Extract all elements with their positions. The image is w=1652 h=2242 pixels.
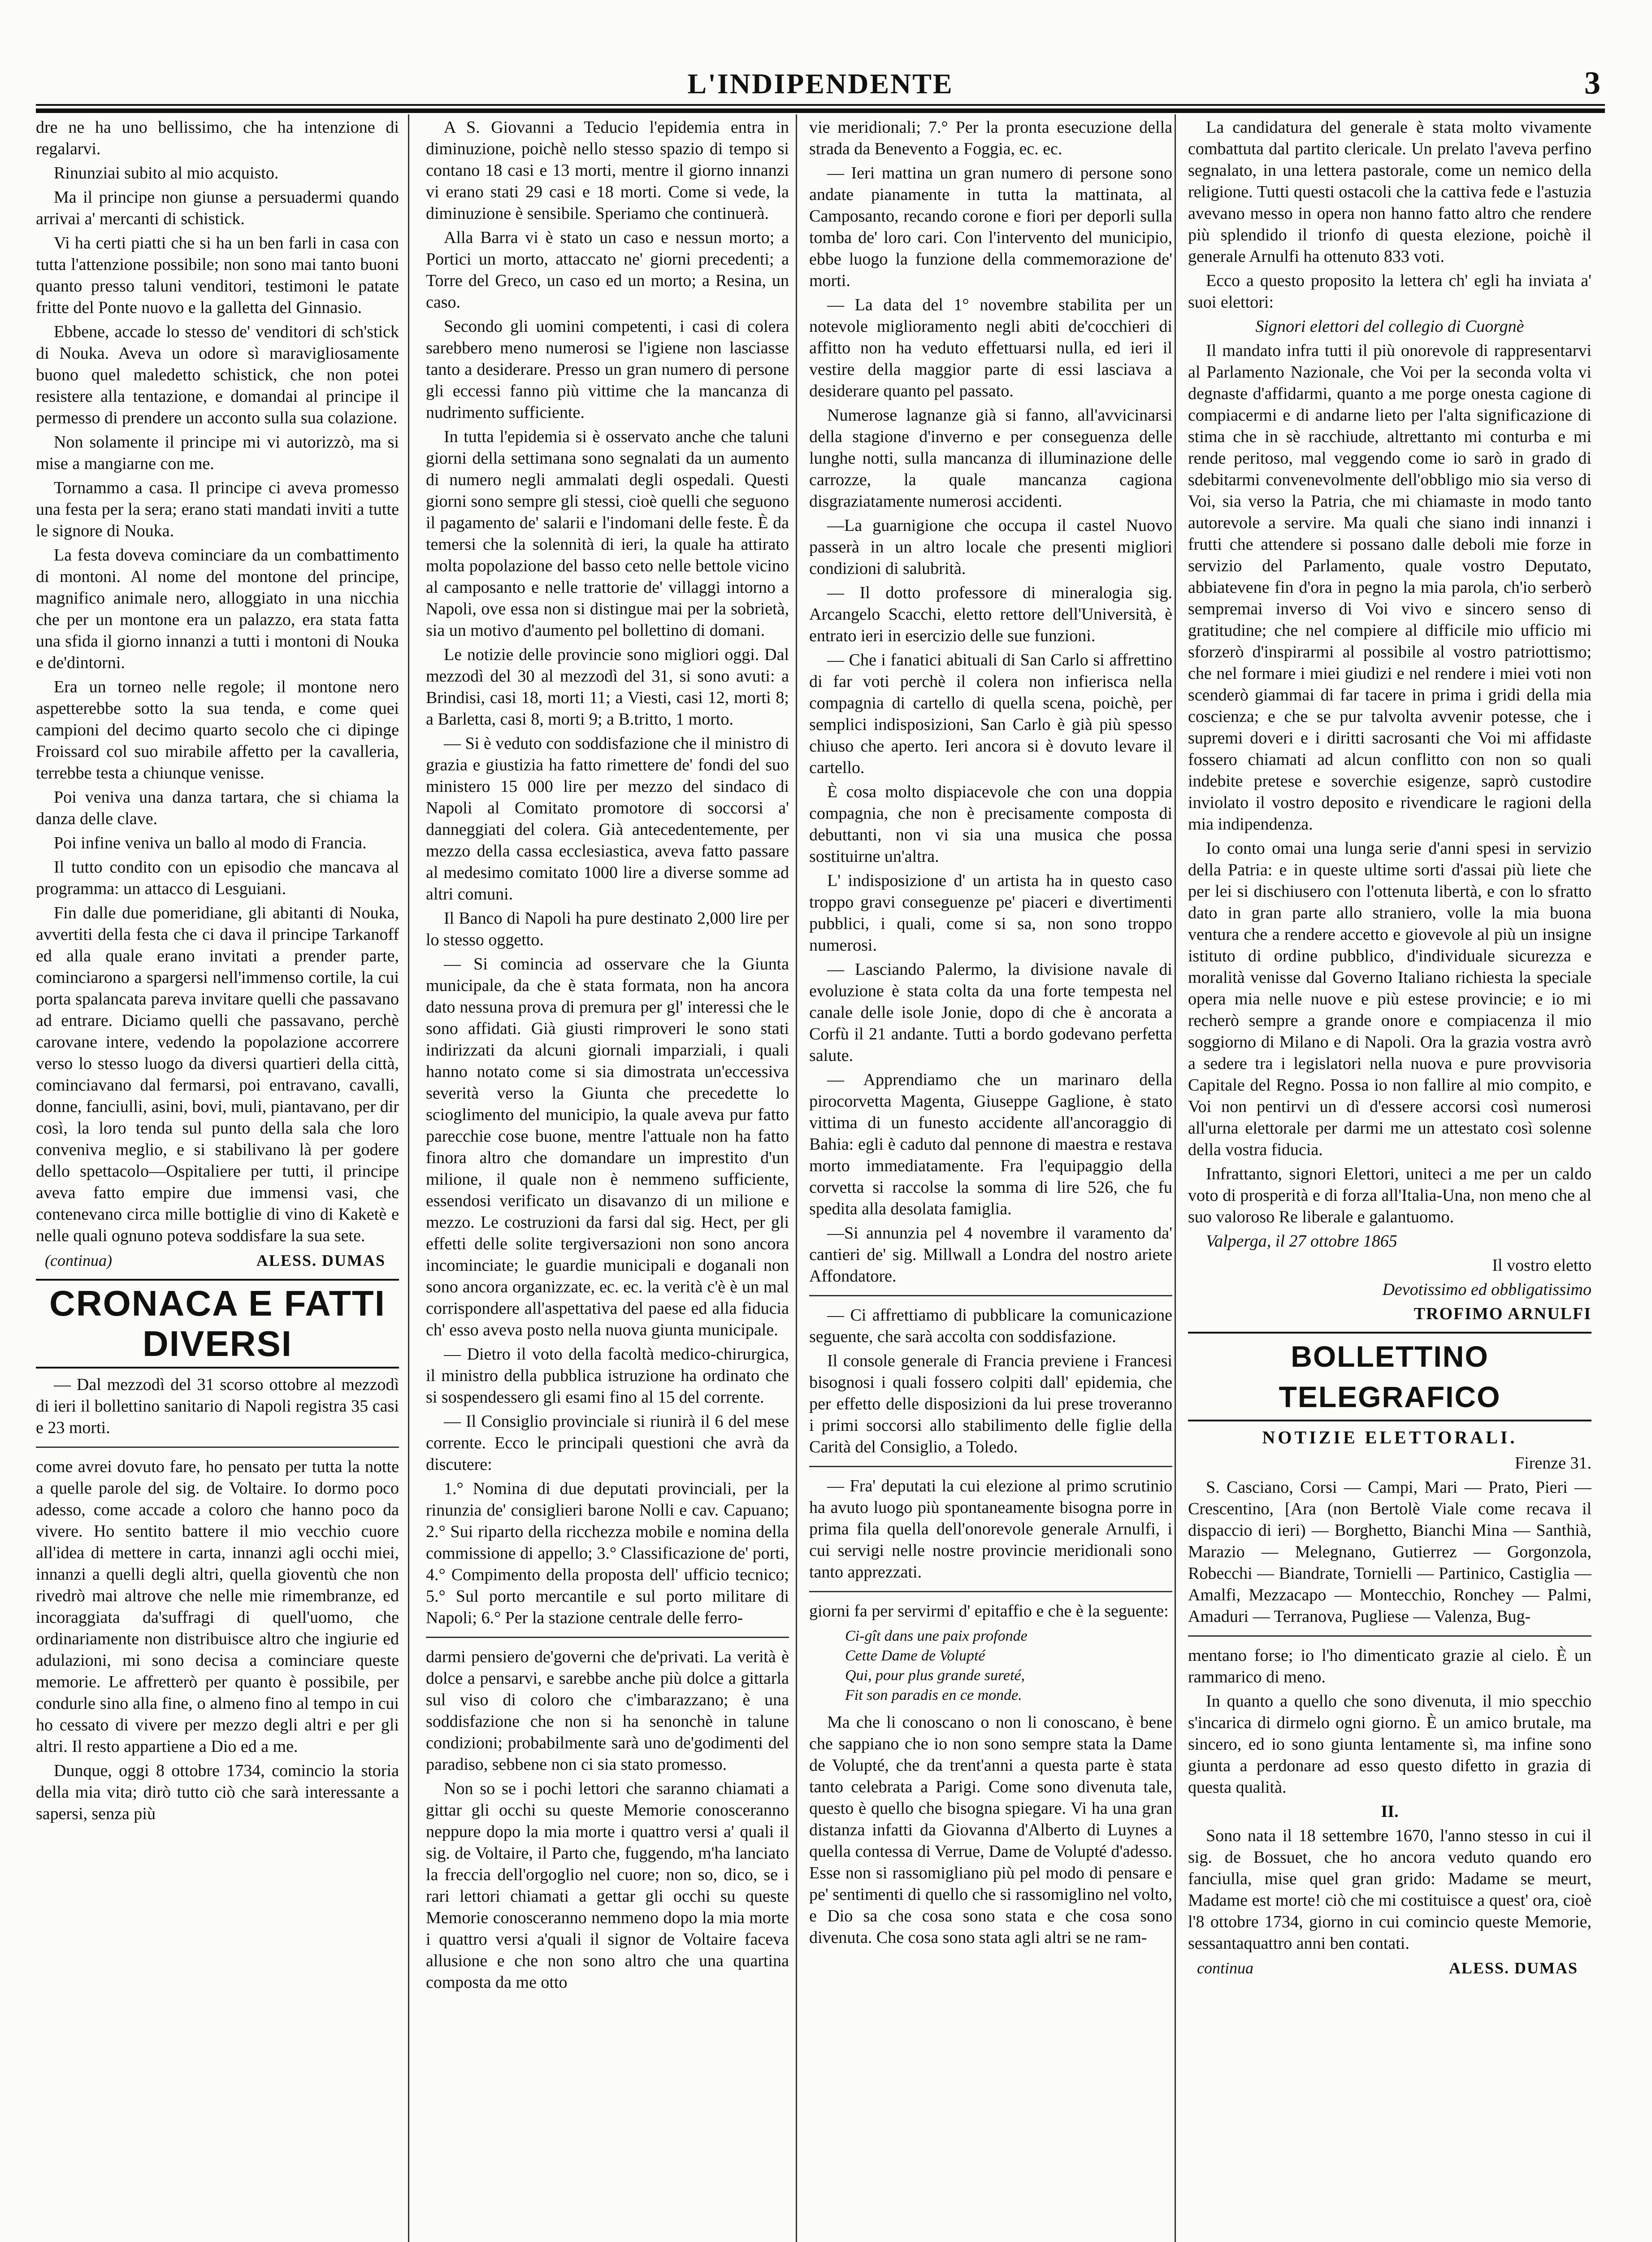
serial-article [36, 117, 399, 1247]
paragraph: A S. Giovanni a Teducio l'epidemia entra in diminuzione, poichè nello stesso spazio di tempo si contano 18 casi e 13 morti, mentre il giorno innanzi vi erano stati 29 casi e 18 morti. Come si vede, la diminuzione è sensibile. Speriamo che continuerà. [426, 118, 789, 223]
paragraph: —La guarnigione che occupa il castel Nuovo passerà in un altro locale che presenti migliori condizioni di salubrità. [809, 516, 1172, 578]
letter-signer: TROFIMO ARNULFI [1414, 1304, 1591, 1323]
paragraph: Ecco a questo proposito la lettera ch' egli ha inviata a' suoi elettori: [1188, 271, 1591, 312]
letter-closing-formula: Devotissimo ed obbligatissimo [1382, 1280, 1591, 1299]
paragraph: Vi ha certi piatti che si ha un ben farli in casa con tutta l'attenzione possibile; non sono mai tanto buoni quanto presso taluni venditori, testimoni le patate fritte del Ponte nuovo e la galletta del Ginnasio. [36, 234, 399, 317]
paragraph: — Si comincia ad osservare che la Giunta municipale, da che è stata formata, non ha ancora dato nessuna prova di premura per gl' interessi che le sono affidati. Già giusti rimproveri le sono stati indirizzati da alcuni giornali imparziali, i quali hanno notato come si sia dimostrata un'eccessiva severità verso la Giunta che precedette lo scioglimento del municipio, la quale aveva pur fatto parecchie cose buone, mentre l'attuale non ha fatto finora altro che domandare un imprestito d'un milione, il quale non è nemmeno sufficiente, essendosi verificato un disavanzo di un milione e mezzo. Le costruzioni da farsi dal sig. Hect, per gli effetti delle solite tergiversazioni non sono ancora incominciate; le guardie municipali e doganali non sono ancora organizzate, ec. ec. la verità c'è è un mal corrispondere all'aspettativa del paese ed alla fiducia ch' esso aveva posto nella nuova giunta municipale. [426, 955, 789, 1339]
feuilleton-paragraph: giorni fa per servirmi d' epitaffio e che è la seguente: [809, 1602, 1169, 1621]
paragraph: — Fra' deputati la cui elezione al primo scrutinio ha avuto luogo più spontaneamente bisogna porre in prima fila quella dell'onorevole generale Arnulfi, i cui servigi nelle nostre provincie meridionali sono tanto apprezzati. [809, 1477, 1172, 1582]
letter-paragraph: Il mandato infra tutti il più onorevole di rappresentarvi al Parlamento Nazionale, che Voi per la seconda volta vi degnaste d'affidarmi, quanto a me porge onesta cagione di compiacermi e di andarne lieto per l'alta significazione di stima che in sè racchiude, altrettanto mi conturba e mi rende peritoso, mal veggendo come io sarò in grado di sdebitarmi convenevolmente dell'obbligo mio sia verso di Voi, sia verso la Patria, che mi chiamaste in modo tanto autorevole a servire. Ma quali che siano indi innanzi i frutti che attendere si possano dalle deboli mie forze in servizio del Parlamento, quale vostro Deputato, abbiatevene fin d'ora in pegno la mia parola, ch'io serberò sempremai inverso di Voi vivo e sincero senso di gratitudine; che nel compiere al difficile mio ufficio mi sforzerò d'inspirarmi al possibile al vostro patriottismo; che nel formare i miei giudizi e nel rendere i miei voti non scenderò giammai di far tacere in prima i gridi della mia coscienza; e che se pur talvolta avvenir potesse, che i supremi doveri e i diritti sacrosanti che Voi mi affidaste fossero chiamati ad alcun conflitto con non so quali indebite pretese e soverchie esigenze, saprò custodire inviolato il vostro deposito e rivendicare le ragioni della mia indipendenza. [1188, 341, 1591, 834]
page-number: 3 [1584, 65, 1600, 101]
article-divider [809, 1466, 1172, 1467]
paragraph: — Che i fanatici abituali di San Carlo si affrettino di far voti perchè il colera non infierisca nella compagnia di cartello di quella scena, poichè, per semplici indisposizioni, San Carlo è già più spesso chiuso che aperto. Ieri ancora si è dovuto levare il cartello. [809, 651, 1172, 777]
paragraph: vie meridionali; 7.° Per la pronta esecuzione della strada da Benevento a Foggia, ec. ec. [809, 118, 1172, 158]
signature-line [45, 1251, 386, 1270]
paragraph: Alla Barra vi è stato un caso e nessun morto; a Portici un morto, attaccato ne' giorni precedenti; a Torre del Greco, un caso ed un morto; a Resina, un caso. [426, 228, 789, 312]
masthead-rule-thick [36, 109, 1605, 113]
paragraph: — Il Consiglio provinciale si riunirà il 6 del mese corrente. Ecco le principali questioni che avrà da discutere: [426, 1412, 789, 1474]
column-3 [809, 117, 1172, 2242]
paragraph: Secondo gli uomini competenti, i casi di colera sarebbero meno numerosi se l'igiene non lasciasse tanto a desiderare. Presso un gran numero di persone gli eccessi fanno più vittime che la mancanza di nudrimento sufficiente. [426, 317, 789, 422]
paragraph: — Si è veduto con soddisfazione che il ministro di grazia e giustizia ha fatto rimettere de' fondi del suo ministero 15 000 lire per mezzo del sindaco di Napoli al Comitato promotore di soccorsi a' danneggiati del colera. Già antecedentemente, per mezzo della cassa ecclesiastica, aveva fatto passare al medesimo comitato 1000 lire a diverse somme ad altri comuni. [426, 734, 789, 904]
column-divider [408, 114, 409, 2242]
bulletin-paragraph: S. Casciano, Corsi — Campi, Mari — Prato, Pieri — Crescentino, [Ara (non Bertolè Viale come recava il dispaccio di ieri) — Borghetto, Bianchi Mina — Santhià, Marazio — Melegnano, Gutierrez — Gorgonzola, Robecchi — Biandrate, Tornielli — Partinico, Castiglia — Amalfi, Mezzacapo — Montecchio, Ronchey — Palmi, Amaduri — Terranova, Pugliese — Valenza, Bug- [1188, 1478, 1591, 1626]
paragraph: Il console generale di Francia previene i Francesi bisognosi i quali fossero colpiti dall' epidemia, che per effetto delle disposizioni da lui prese troveranno i primi soccorsi allo stabilimento delle figlie della Carità del Consiglio, a Toledo. [809, 1351, 1172, 1456]
paragraph: Numerose lagnanze già si fanno, all'avvicinarsi della stagione d'inverno e per conseguenza delle lunghe notti, sulla mancanza di illuminazione delle carrozze, la quale mancanza cagiona disgraziatamente numerosi accidenti. [809, 406, 1172, 511]
section-heading-cronaca: CRONACA E FATTI DIVERSI [36, 1279, 399, 1369]
paragraph: Tornammo a casa. Il principe ci aveva promesso una festa per la sera; erano stati mandati inviti a tutte le signore di Nouka. [36, 478, 399, 540]
letter-date: Valperga, il 27 ottobre 1865 [1206, 1232, 1397, 1251]
author-signature: ALESS. DUMAS [1448, 1959, 1578, 1977]
bulletin-dateline: Firenze 31. [1515, 1454, 1591, 1473]
paragraph: Il Banco di Napoli ha pure destinato 2,000 lire per lo stesso oggetto. [426, 909, 789, 949]
poem-line: Qui, pour plus grande sureté, [845, 1667, 1025, 1684]
author-signature: ALESS. DUMAS [256, 1251, 386, 1269]
feuilleton-divider [809, 1591, 1172, 1592]
letter-heading: Signori elettori del collegio di Cuorgnè [1255, 317, 1524, 336]
bulletin-subheading: NOTIZIE ELETTORALI. [1262, 1427, 1518, 1447]
paragraph: — Dal mezzodì del 31 scorso ottobre al mezzodì di ieri il bollettino sanitario di Napoli registra 35 casi e 23 morti. [36, 1375, 399, 1437]
signature-line [1197, 1959, 1578, 1977]
feuilleton-paragraph: mentano forse; io l'ho dimenticato grazie al cielo. È un rammarico di meno. [1188, 1646, 1591, 1686]
feuilleton-paragraph: Non so se i pochi lettori che saranno chiamati a gittar gli occhi su queste Memorie conosceranno neppure dopo la mia morte i quattro versi a' quali il sig. de Voltaire, il Parto che, fuggendo, m'ha lanciato la freccia dell'orgoglio nel cuore; non so, dico, se i rari lettori chiamati a gettar gli occhi su queste Memorie conosceranno nemmeno dopo la mia morte i quattro versi a'quali il signor de Voltaire faceva allusione e che non sono altro che una quartina composta da me otto [426, 1779, 789, 1992]
chapter-numeral: II. [1381, 1802, 1399, 1821]
paragraph: Fin dalle due pomeridiane, gli abitanti di Nouka, avvertiti della festa che ci dava il principe Tarkanoff ed alla quale erano invitati a prender parte, cominciarono a spargersi nell'immenso cortile, la cui porta spalancata pareva invitare quelli che passavano ad entrare. Diciamo quelli che passavano, perchè carovane intere, vedendo la popolazione accorrere verso lo stesso luogo da diversi quartieri della città, cominciavano dal fermarsi, poi entravano, cavalli, donne, fanciulli, asini, bovi, muli, piantavano, per dir così, la loro tenda sul punto della sala che loro conveniva meglio, e si stabilivano là per godere dello spettacolo—Ospitaliere per tutti, il principe aveva fatto empire due immensi vasi, che contenevano circa mille bottiglie di vino di Kaketè e nelle quali ognuno poteva soddisfare la sua sete. [36, 904, 399, 1245]
feuilleton-divider [36, 1447, 399, 1448]
paragraph: dre ne ha uno bellissimo, che ha intenzione di regalarvi. [36, 118, 399, 158]
paragraph: La candidatura del generale è stata molto vivamente combattuta dal partito clericale. Un prelato l'aveva perfino segnalato, in una lettera pastorale, come un nemico della religione. Tutti questi ostacoli che la cattiva fede e l'astuzia avevano messo in opera non hanno fatto altro che rendere più splendido il trionfo di questa elezione, poichè il generale Arnulfi ha ottenuto 833 voti. [1188, 118, 1591, 266]
paragraph: — Lasciando Palermo, la divisione navale di evoluzione è stata colta da una forte tempesta nel canale delle isole Jonie, dopo di che è ancorata a Corfù il 21 andante. Tutti a bordo godevano perfetta salute. [809, 960, 1172, 1065]
feuilleton-paragraph: Ma che li conoscano o non li conoscano, è bene che sappiano che io non sono sempre stata la Dame de Volupté, che da trent'anni a questa parte è stata tanto celebrata a Parigi. Come sono divenuta tale, questo è quello che bisogna spiegare. Vi ha una gran distanza infatti da Giovanna d'Alberto di Luynes a quella contessa di Verrue, Dame de Volupté d'adesso. Esse non si rassomigliano più pel modo di pensare e pe' sentimenti di quello che si rassomiglino nel volto, e Dio sa che cosa sono stata e che cosa sono divenuta. Che cosa sono stata agli altri se ne ram- [809, 1713, 1172, 1947]
column-2 [426, 117, 789, 2242]
letter-paragraph: Infrattanto, signori Elettori, uniteci a me per un caldo voto di prosperità e di forza all'Italia-Una, non meno che al suo valoroso Re liberale e galantuomo. [1188, 1164, 1591, 1226]
paragraph: — Apprendiamo che un marinaro della pirocorvetta Magenta, Giuseppe Gaglione, è stato vittima di un funesto accidente all'ancoraggio di Bahia: egli è caduto dal pennone di maestra e restava morto immediatamente. Fra l'equipaggio della corvetta si raccolse la somma di lire 526, che fu spedita alla desolata famiglia. [809, 1070, 1172, 1218]
letter-paragraph: Io conto omai una lunga serie d'anni spesi in servizio della Patria: e in queste ultime sorti d'assai più liete che per lei si dischiusero con l'ottenuta libertà, e con lo sfratto dato in gran parte allo straniero, volle la mia buona ventura che a rendere accetto e giovevole al più un insigne istituto di ordine pubblico, d'individuale sicurezza e moralità venisse dal Governo Italiano richiesta la speciale opera mia nelle nuove e più estese provincie; e io mi recherò sempre a grande onore e compiacenza il mio soggiorno di Milano e di Napoli. Ora la grazia vostra avrò a sedere tra i legislatori nella nuova e pure provvisoria Capitale del Regno. Possa io non fallire al mio compito, e Voi non pentirvi un dì d'essere accorsi così numerosi all'urna elettorale per darmi me un attestato così solenne della vostra fiducia. [1188, 839, 1591, 1159]
poem-line: Cette Dame de Volupté [845, 1647, 985, 1664]
paragraph: —Si annunzia pel 4 novembre il varamento da' cantieri de' sig. Millwall a Londra del nostro ariete Affondatore. [809, 1224, 1172, 1286]
poem-line: Fit son paradis en ce monde. [845, 1687, 1022, 1703]
epitaph-poem [845, 1626, 1172, 1705]
feuilleton-paragraph: In quanto a quello che sono divenuta, il mio specchio s'incarica di dirmelo ogni giorno. È un amico brutale, ma sincero, ed io sono giunta lentamente sì, ma infine sono giunta a perdonare ad esso questo difetto in grazia di questa qualità. [1188, 1692, 1591, 1797]
paragraph: Era un torneo nelle regole; il montone nero aspetterebbe sotto la sua tenda, e come quei campioni del decimo quarto secolo che ci dipinge Froissard col suo mirabile affetto per la cavalleria, terrebbe testa a chiunque venisse. [36, 678, 399, 782]
paragraph: È cosa molto dispiacevole che con una doppia compagnia, che non è precisamente composta di debuttanti, non vi sia una musica che possa sostituirne un'altra. [809, 782, 1172, 866]
paragraph: — Ieri mattina un gran numero di persone sono andate pianamente in tutta la mattinata, al Camposanto, recando corone e fiori per deporli sulla tomba de' loro cari. Con l'intervento del municipio, ebbe luogo la funzione della commemorazione de' morti. [809, 164, 1172, 290]
paragraph: — Dietro il voto della facoltà medico-chirurgica, il ministro della pubblica istruzione ha ordinato che si sospendessero gli esami fino al 15 del corrente. [426, 1345, 789, 1407]
feuilleton-paragraph: come avrei dovuto fare, ho pensato per tutta la notte a quelle parole del sig. de Voltaire. Io dormo poco adesso, come accade a coloro che hanno poco da vivere. Ho sentito battere il mio vecchio cuore all'idea di mettere in carta, innanzi agli occhi miei, innanzi a quelli degli altri, quella gioventù che non rivedrò mai altrove che nelle mie rimembranze, ed incoraggiata da'suffragi di quell'uomo, che ordinariamente non distribuisce altro che ingiurie ed adulazioni, mi sono decisa a cominciare queste memorie. Le affretterò per quanto è possibile, per condurle sino alla fine, o almeno fino al tempo in cui ho cessato di vivere per mezzo degli altri e per gli altri. Il resto appartiene a Dio ed a me. [36, 1457, 399, 1756]
continued-note: (continua) [45, 1251, 112, 1269]
paragraph: Rinunziai subito al mio acquisto. [54, 164, 279, 182]
paragraph: In tutta l'epidemia si è osservato anche che taluni giorni della settimana sono segnalati da un aumento di numero negli ammalati degli ospedali. Questi giorni sono sempre gli stessi, cioè quelli che seguono il pagamento de' salarii e l'indomani delle feste. È da temersi che la solennità di ieri, la quale ha attirato molta popolazione del basso ceto nelle bettole vicino al camposanto e nelle trattorie de' villaggi intorno a Napoli, ove essa non si distingue mai per la sobrietà, sia un motivo d'aumento pel bollettino di domani. [426, 427, 789, 640]
paragraph: Ebbene, accade lo stesso de' venditori di sch'stick di Nouka. Aveva un odore sì maravigliosamente buono quel maledetto schistick, che non potei resistere alla tentazione, e domandai al principe il permesso di prendere un acconto sulla sua colazione. [36, 322, 399, 427]
poem-line: Ci-gît dans une paix profonde [845, 1628, 1028, 1644]
newspaper-title: L'INDIPENDENTE [687, 68, 954, 100]
paragraph: La festa doveva cominciare da un combattimento di montoni. Al nome del montone del principe, magnifico animale nero, alloggiato in una nicchia che per un montone era un palazzo, era stata fatta una sfida il giorno innanzi a tutti i montoni di Nouka e de'dintorni. [36, 546, 399, 672]
paragraph: L' indisposizione d' un artista ha in questo caso troppo gravi conseguenze pe' piaceri e divertimenti pubblici, i quali, come si sa, non sono troppo numerosi. [809, 871, 1172, 955]
article-divider [809, 1295, 1172, 1296]
feuilleton-paragraph: darmi pensiero de'governi che de'privati. La verità è dolce a pensarvi, e sarebbe anche più dolce a gittarla sul viso di coloro che c'imbarazzano; è una soddisfazione che non si ha senonchè in talune condizioni; probabilmente sarà uno de'godimenti del paradiso, sebbene non ci sia stato promesso. [426, 1647, 789, 1774]
paragraph: 1.° Nomina di due deputati provinciali, per la rinunzia de' consiglieri barone Nolli e cav. Capuano; 2.° Sui riparto della ricchezza mobile e nomina della commissione di appello; 3.° Classificazione de' porti, 4.° Compimento della proposta dell' ufficio tecnico; 5.° Sul porto mercantile e sul porto militare di Napoli; 6.° Per la stazione centrale delle ferro- [426, 1479, 789, 1627]
letter-closing: Il vostro eletto [1492, 1256, 1591, 1275]
feuilleton-paragraph: Dunque, oggi 8 ottobre 1734, comincio la storia della mia vita; dirò tutto ciò che sarà interessante a sapersi, senza più [36, 1761, 399, 1823]
continued-note: continua [1197, 1959, 1253, 1977]
paragraph: Poi veniva una danza tartara, che si chiama la danza delle clave. [36, 788, 399, 828]
feuilleton-paragraph: Sono nata il 18 settembre 1670, l'anno stesso in cui il sig. de Bossuet, che ho ancora veduto quando ero fanciulla, mise quel gran grido: Madame se meurt, Madame est morte! ciò che mi costituisce a quest' ora, cioè l'8 ottobre 1734, giorno in cui comincio queste Memorie, sessantaquattro anni ben contati. [1188, 1826, 1591, 1953]
masthead [36, 67, 1605, 110]
column-4 [1188, 117, 1591, 2242]
paragraph: Ma il principe non giunse a persuadermi quando arrivai a' mercanti di schistick. [36, 188, 399, 228]
paragraph: Il tutto condito con un episodio che mancava al programma: un attacco di Lesguiani. [36, 858, 399, 898]
feuilleton-divider [426, 1637, 789, 1638]
column-1 [36, 117, 399, 2242]
paragraph: — La data del 1° novembre stabilita per un notevole miglioramento negli abiti de'cocchieri di affitto non ha veduto effettuarsi nulla, ed ieri il vestire della maggior parte di essi lasciava a desiderare quanto pel passato. [809, 295, 1172, 400]
column-divider [1175, 114, 1176, 2242]
paragraph: Non solamente il principe mi vi autorizzò, ma si mise a mangiarne con me. [36, 433, 399, 473]
paragraph: — Il dotto professore di mineralogia sig. Arcangelo Scacchi, eletto rettore dell'Università, è entrato ieri in esercizio delle sue funzioni. [809, 583, 1172, 645]
paragraph: Le notizie delle provincie sono migliori oggi. Dal mezzodì del 30 al mezzodì del 31, si sono avuti: a Brindisi, casi 18, morti 11; a Viesti, casi 12, morti 8; a Barletta, casi 8, morti 9; a B.tritto, 1 morto. [426, 645, 789, 729]
paragraph: — Ci affrettiamo di pubblicare la comunicazione seguente, che sarà accolta con soddisfazione. [809, 1306, 1172, 1346]
paragraph: Poi infine veniva un ballo al modo di Francia. [54, 834, 367, 852]
masthead-rule [36, 104, 1605, 106]
feuilleton-divider [1188, 1635, 1591, 1637]
section-heading-bollettino: BOLLETTINO TELEGRAFICO [1188, 1332, 1591, 1421]
column-divider [796, 114, 797, 2242]
